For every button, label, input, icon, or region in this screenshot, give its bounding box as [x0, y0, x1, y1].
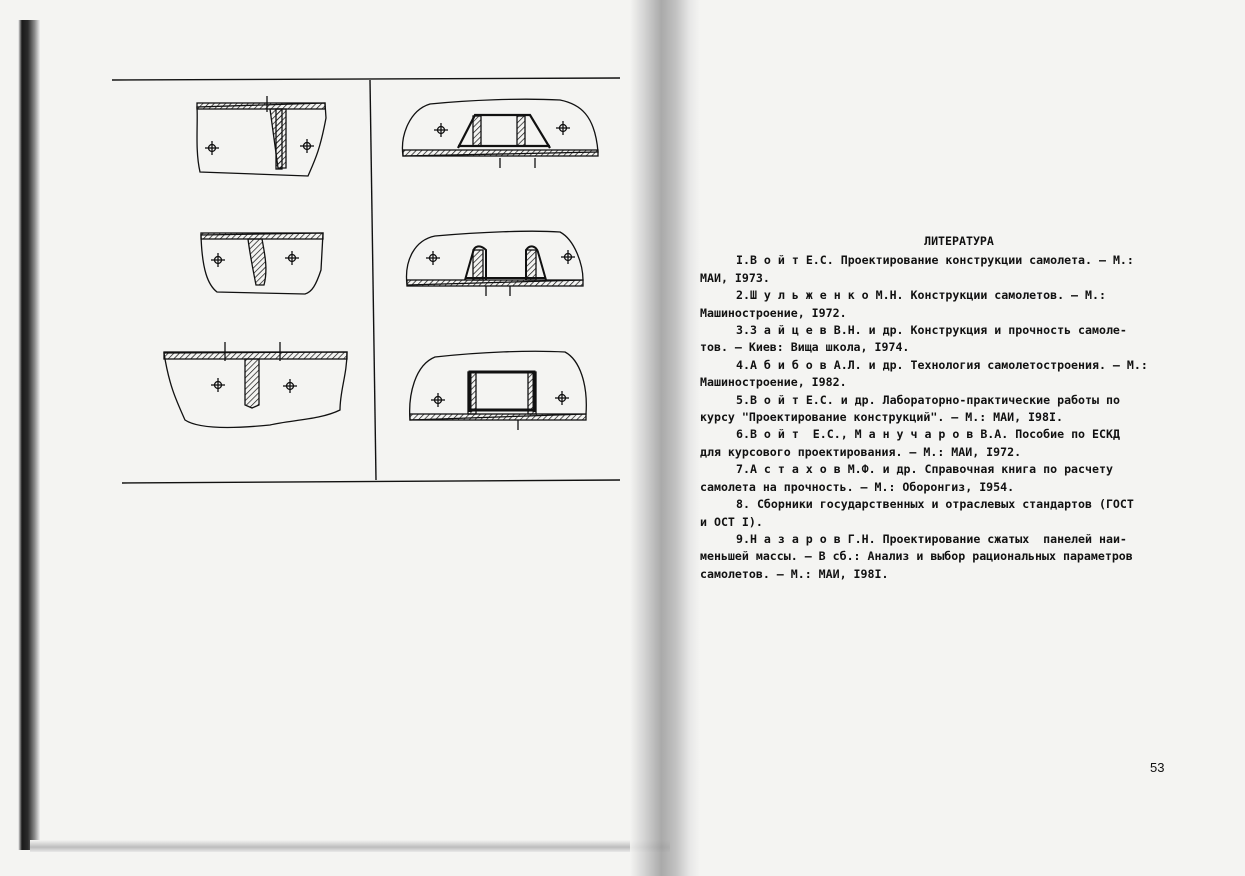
reference-text: Машиностроение, I982.	[700, 375, 847, 390]
reference-line	[700, 531, 1178, 548]
reference-line	[700, 322, 1178, 339]
reference-line	[700, 479, 1178, 496]
reference-number: 4.	[736, 357, 750, 372]
reference-item	[700, 252, 1178, 287]
reference-text: самолетов. – М.: МАИ, I98I.	[700, 566, 889, 581]
reference-line	[700, 252, 1178, 269]
reference-text: Е.С. и др. Лабораторно-практические работы по	[798, 392, 1120, 407]
reference-item	[700, 461, 1178, 496]
reference-line	[700, 357, 1178, 374]
reference-line	[700, 444, 1178, 461]
reference-author: В о й т	[749, 253, 799, 268]
reference-line	[700, 566, 1178, 583]
reference-text: самолета на прочность. – М.: Оборонгиз, I954.	[700, 479, 1015, 494]
frame-bottom-line	[122, 480, 620, 483]
reference-item	[700, 287, 1178, 322]
reference-author: В о й т	[749, 392, 799, 407]
reference-line	[700, 426, 1178, 443]
reference-text: М.Ф. и др. Справочная книга по расчету	[840, 462, 1113, 477]
reference-text: Машиностроение, I972.	[700, 305, 847, 320]
reference-number: 2.	[736, 288, 750, 303]
reference-number: 5.	[736, 392, 750, 407]
reference-number: 9.	[736, 531, 750, 546]
left-page	[40, 0, 630, 876]
reference-text: курсу "Проектирование конструкций". – М.: МАИ, I98I.	[700, 410, 1063, 425]
reference-number: 8.	[736, 497, 750, 512]
reference-line	[700, 392, 1178, 409]
reference-text: Сборники государственных и отраслевых стандартов (ГОСТ	[749, 497, 1134, 512]
reference-item	[700, 531, 1178, 583]
reference-number: 6.	[736, 427, 750, 442]
reference-line	[700, 496, 1178, 513]
reference-text: В.Н. и др. Конструкция и прочность самоле-	[826, 323, 1127, 338]
frame-top-line	[112, 78, 620, 80]
reference-item	[700, 496, 1178, 531]
references-title: ЛИТЕРАТУРА	[924, 234, 994, 248]
reference-line	[700, 287, 1178, 304]
reference-author: А с т а х о в	[749, 462, 841, 477]
reference-text: и ОСТ I).	[700, 514, 763, 529]
reference-author: Н а з а р о в	[749, 531, 841, 546]
references-list	[700, 252, 1178, 583]
page-number: 53	[1150, 760, 1165, 775]
references-section	[700, 233, 1178, 583]
figure-hat-stringer-flanged	[402, 99, 598, 168]
reference-line	[700, 514, 1178, 531]
reference-author: В о й т Е.С., М а н у ч а р о в	[749, 427, 974, 442]
reference-line	[700, 270, 1178, 287]
figure-t-stringer-wide	[164, 342, 347, 427]
reference-line	[700, 548, 1178, 565]
reference-item	[700, 392, 1178, 427]
reference-item	[700, 426, 1178, 461]
reference-text: меньшей массы. – В сб.: Анализ и выбор рациональных параметров	[700, 549, 1133, 564]
reference-author: Ш у л ь ж е н к о	[749, 288, 869, 303]
reference-text: МАИ, I973.	[700, 270, 770, 285]
reference-text: М.Н. Конструкции самолетов. – М.:	[868, 288, 1106, 303]
figure-t-stringer-wedge	[197, 96, 326, 176]
reference-text: В.А. Пособие по ЕСКД	[973, 427, 1120, 442]
book-gutter	[630, 0, 700, 876]
reference-item	[700, 357, 1178, 392]
reference-text: Е.С. Проектирование конструкции самолета. – М.:	[798, 253, 1134, 268]
figure-hat-stringer-bulb	[407, 231, 583, 296]
scan-binding-shadow	[18, 20, 40, 850]
reference-line	[700, 374, 1178, 391]
reference-line	[700, 409, 1178, 426]
reference-text: для курсового проектирования. – М.: МАИ, I972.	[700, 444, 1022, 459]
reference-line	[700, 339, 1178, 356]
reference-author: З а й ц е в	[749, 323, 827, 338]
reference-line	[700, 461, 1178, 478]
reference-number: 3.	[736, 323, 750, 338]
reference-author: А б и б о в	[749, 357, 827, 372]
reference-text: Г.Н. Проектирование сжатых панелей наи-	[840, 531, 1127, 546]
figure-hat-stringer-plain	[410, 351, 587, 430]
reference-number: I.	[736, 253, 750, 268]
reference-line	[700, 305, 1178, 322]
right-page	[700, 0, 1245, 876]
reference-number: 7.	[736, 462, 750, 477]
reference-text: А.Л. и др. Технология самолетостроения. – М.:	[826, 357, 1148, 372]
figures-sheet	[40, 0, 630, 876]
reference-item	[700, 322, 1178, 357]
figure-t-stringer-small	[201, 233, 323, 294]
reference-text: тов. – Киев: Вища школа, I974.	[700, 340, 910, 355]
frame-divider-line	[370, 80, 376, 480]
